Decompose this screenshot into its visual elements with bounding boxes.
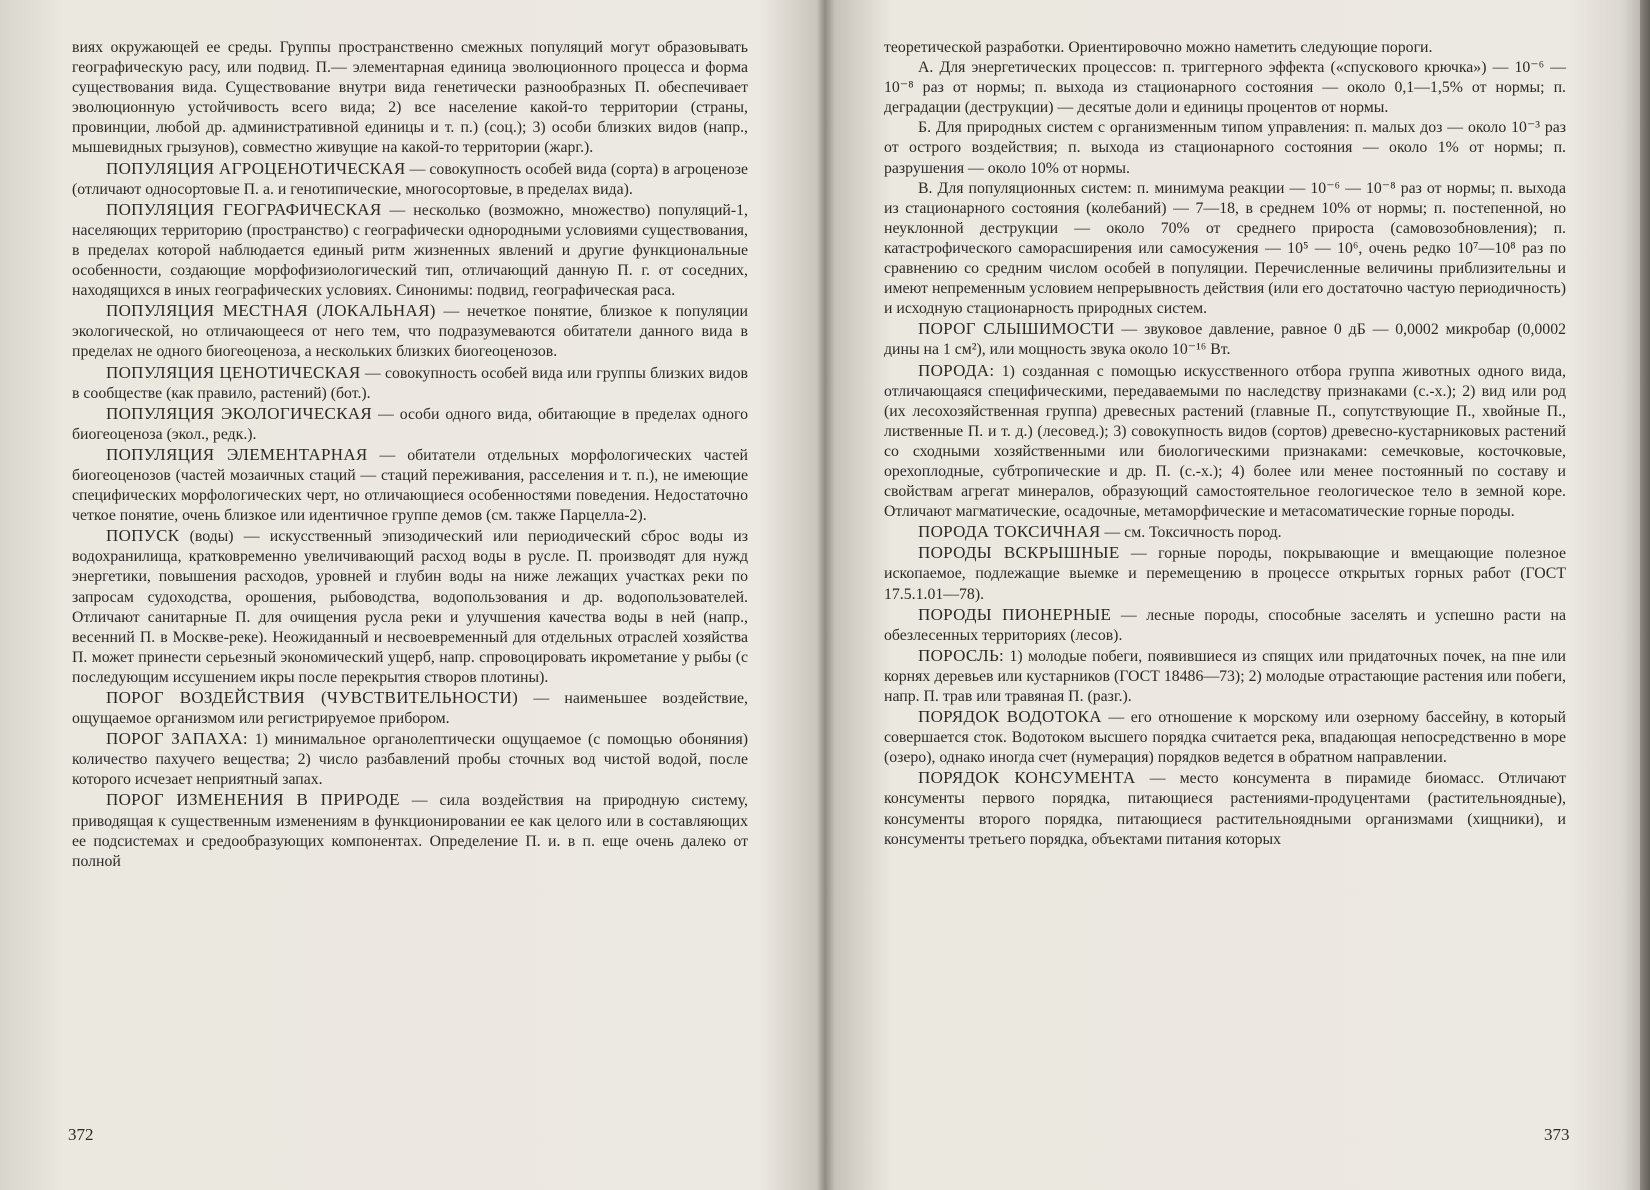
entry-paragraph: ПОРОГ ВОЗДЕЙСТВИЯ (ЧУВСТВИТЕЛЬНОСТИ) — наименьшее воздействие, ощущаемое организмом или регистрируемое прибором. [72, 688, 748, 728]
entry-paragraph: А. Для энергетических процессов: п. триггерного эффекта («спускового крючка») — 10⁻⁶ — 10⁻⁸ раз от нормы; п. выхода из стационарного состояния — около 0,1—1,5% от нормы; п. деградации (деструкции) — десятые доли и единицы процентов от нормы. [884, 59, 1566, 117]
entry-paragraph: ПОРОДА: 1) созданная с помощью искусственного отбора группа животных одного вида, отличающаяся специфическими, передаваемыми по наследству признаками (с.-х.); 2) вид или род (их лесохозяйственная группа) древесных растений (главные П., сопутствующие П., хвойные П., лиственные П. и т. д.) (лесовед.); 3) совокупность видов (сортов) древесно-кустарниковых растений со сходными хозяйственными или биологическими признаками: семечковые, косточковые, орехоплодные, субтропические и др. П. (с.-х.); 4) более или менее постоянный по составу и свойствам агрегат минералов, образующий самостоятельное геологическое тело в земной коре. Отличают магматические, осадочные, метаморфические и метасоматические горные породы. [884, 360, 1566, 521]
right-text-column [884, 38, 1566, 850]
entry-headword: ПОРЯДОК КОНСУМЕНТА [918, 768, 1136, 788]
entry-paragraph: Б. Для природных систем с организменным типом управления: п. малых доз — около 10⁻³ раз от острого воздействия; п. выхода из стационарного состояния — около 1% от нормы; п. разрушения — около 10% от нормы. [884, 119, 1566, 177]
entry-paragraph: ПОПУЛЯЦИЯ ЭКОЛОГИЧЕСКАЯ — особи одного вида, обитающие в пределах одного биогеоценоза (экол., редк.). [72, 403, 748, 443]
entry-paragraph: теоретической разработки. Ориентировочно можно наметить следующие пороги. [884, 39, 1433, 56]
entry-headword: ПОРОСЛЬ: [918, 645, 1005, 665]
entry-headword: ПОПУЛЯЦИЯ АГРОЦЕНОТИЧЕСКАЯ [106, 158, 406, 178]
entry-headword: ПОПУЛЯЦИЯ ГЕОГРАФИЧЕСКАЯ [106, 199, 382, 219]
entry-paragraph: ПОРОГ ИЗМЕНЕНИЯ В ПРИРОДЕ — сила воздействия на природную систему, приводящая к существенным изменениям в функционировании ее как целого или в составляющих ее подсистемах и средообразующих компонентах. Определение П. и. в п. еще очень далеко от полной [72, 790, 748, 870]
entry-headword: ПОРОГ ЗАПАХА: [106, 729, 248, 749]
entry-headword: ПОРОГ ВОЗДЕЙСТВИЯ (ЧУВСТВИТЕЛЬНОСТИ) [106, 688, 519, 707]
entry-headword: ПОПУЛЯЦИЯ МЕСТНАЯ (ЛОКАЛЬНАЯ) [106, 301, 436, 321]
entry-headword: ПОРОГ СЛЫШИМОСТИ [918, 319, 1115, 339]
entry-paragraph: виях окружающей ее среды. Группы пространственно смежных популяций могут образовывать географическую расу, или подвид. П.— элементарная единица эволюционного процесса и форма существования вида. Существование внутри вида генетически разнообразных П. обеспечивает эволюционную устойчивость всего вида; 2) все население какой-то территории (страны, провинции, любой др. административной единицы и т. п.) (соц.); 3) особи близких видов (напр., мышевидных грызунов), совместно живущие на какой-то территории (жарг.). [72, 39, 748, 157]
entry-headword: ПОПУСК [106, 526, 180, 546]
entry-headword: ПОПУЛЯЦИЯ ЦЕНОТИЧЕСКАЯ [106, 362, 361, 382]
entry-paragraph: ПОРОДЫ ВСКРЫШНЫЕ — горные породы, покрывающие и вмещающие полезное ископаемое, подлежащие выемке и перемещению в процессе открытых горных работ (ГОСТ 17.5.1.01—78). [884, 543, 1566, 603]
entry-paragraph: В. Для популяционных систем: п. минимума реакции — 10⁻⁶ — 10⁻⁸ раз от нормы; п. выхода из стационарного состояния (колебаний) — 7—18, в среднем 10% от нормы; п. постепенной, но неуклонной деструкции — около 70% от среднего прироста (самовозобновления); п. катастрофического саморасширения или самосужения — 10⁵ — 10⁶, очень редко 10⁷—10⁸ раз по сравнению со средним числом особей в популяции. Перечисленные величины приблизительны и имеют непременным условием непрерывность действия (или его достаточно частую периодичность) и исходную стационарность природных систем. [884, 179, 1566, 318]
right-page [825, 0, 1650, 1190]
page-number: 372 [68, 1125, 94, 1144]
entry-paragraph: ПОПУЛЯЦИЯ ЦЕНОТИЧЕСКАЯ — совокупность особей вида или группы близких видов в сообществе (как правило, растений) (бот.). [72, 362, 749, 402]
entry-headword: ПОРОДЫ ВСКРЫШНЫЕ [918, 543, 1120, 563]
entry-paragraph: ПОРОГ ЗАПАХА: 1) минимальное органолептически ощущаемое (с помощью обоняния) количество пахучего вещества; 2) число разбавлений пробы сточных вод чистой водой, после которого исчезает неприятный запах. [72, 729, 748, 789]
entry-headword: ПОПУЛЯЦИЯ ЭКОЛОГИЧЕСКАЯ [106, 403, 373, 423]
entry-paragraph: ПОПУЛЯЦИЯ АГРОЦЕНОТИЧЕСКАЯ — совокупность особей вида (сорта) в агроценозе (отличают односортовые П. а. и генотипические, многосортовые, в пределах вида). [72, 158, 748, 198]
entry-paragraph: ПОРЯДОК ВОДОТОКА — его отношение к морскому или озерному бассейну, в который совершается сток. Водотоком высшего порядка считается река, впадающая непосредственно в море (озеро), однако иногда счет (нумерация) порядков ведется в обратном направлении. [884, 707, 1566, 767]
entry-paragraph: ПОРЯДОК КОНСУМЕНТА — место консумента в пирамиде биомасс. Отличают консументы первого порядка, питающиеся растениями-продуцентами (растительноядные), консументы второго порядка, питающиеся растительноядными организмами (хищники), и консументы третьего порядка, объектами питания которых [884, 768, 1566, 848]
entry-headword: ПОРОДЫ ПИОНЕРНЫЕ [918, 604, 1112, 624]
entry-paragraph: ПОРОДЫ ПИОНЕРНЫЕ — лесные породы, способные заселять и успешно расти на обезлесенных территориях (лесов). [884, 604, 1566, 644]
entry-paragraph: ПОПУЛЯЦИЯ ГЕОГРАФИЧЕСКАЯ — несколько (возможно, множество) популяций-1, населяющих территорию (пространство) с географически однородными условиями существования, в пределах которой наблюдается единый ритм жизненных явлений и другие функциональные особенности, создающие морфофизиологический тип, отличающий данную П. г. от соседних, находящихся в иных географических условиях. Синонимы: подвид, географическая раса. [72, 199, 748, 300]
page-number: 373 [1544, 1125, 1570, 1144]
entry-paragraph: ПОРОДА ТОКСИЧНАЯ — см. Токсичность пород. [918, 522, 1282, 542]
left-text-column [72, 38, 748, 872]
entry-paragraph: ПОПУСК (воды) — искусственный эпизодический или периодический сброс воды из водохранилища, кратковременно увеличивающий расход воды в русле. П. производят для нужд энергетики, повышения расходов, уровней и глубин воды на ниже лежащих участках реки по запросам судоходства, орошения, рыбоводства, водопользования и др. водопользователей. Отличают санитарные П. для очищения русла реки и улучшения качества воды в ней (напр., весенний П. в Москве-реке). Неожиданный и несвоевременный для отдельных отраслей хозяйства П. может принести серьезный экономический ущерб, напр. спровоцировать икрометание у рыбы (с последующим иссушением икры после перекрытия створов плотины). [72, 526, 748, 686]
page-edge-shadow [1640, 0, 1650, 1190]
entry-headword: ПОРОГ ИЗМЕНЕНИЯ В ПРИРОДЕ [106, 790, 400, 810]
entry-paragraph: ПОПУЛЯЦИЯ МЕСТНАЯ (ЛОКАЛЬНАЯ) — нечеткое понятие, близкое к популяции экологической, но отличающееся от него тем, что подразумеваются обитатели данного вида в пределах не одного биогеоценоза, а нескольких близких биогеоценозов. [72, 301, 748, 361]
entry-headword: ПОПУЛЯЦИЯ ЭЛЕМЕНТАРНАЯ [106, 444, 368, 464]
entry-paragraph: ПОРОГ СЛЫШИМОСТИ — звуковое давление, равное 0 дБ — 0,0002 микробар (0,0002 дины на 1 см²), или мощность звука около 10⁻¹⁶ Вт. [884, 319, 1566, 359]
entry-headword: ПОРЯДОК ВОДОТОКА [918, 707, 1102, 727]
entry-paragraph: ПОПУЛЯЦИЯ ЭЛЕМЕНТАРНАЯ — обитатели отдельных морфологических частей биогеоценозов (частей мозаичных стаций — стаций переживания, расселения и т. п.), не имеющие специфических морфологических черт, но отличающиеся особенностями поведения. Недостаточно четкое понятие, очень близкое или идентичное группе демов (см. также Парцелла-2). [72, 444, 748, 525]
entry-headword: ПОРОДА: [918, 360, 995, 380]
entry-paragraph: ПОРОСЛЬ: 1) молодые побеги, появившиеся из спящих или придаточных почек, на пне или корнях деревьев или кустарников (ГОСТ 18486—73); 2) молодые отрастающие растения или побеги, напр. П. трав или травяная П. (разг.). [884, 645, 1566, 705]
entry-headword: ПОРОДА ТОКСИЧНАЯ [918, 522, 1101, 542]
